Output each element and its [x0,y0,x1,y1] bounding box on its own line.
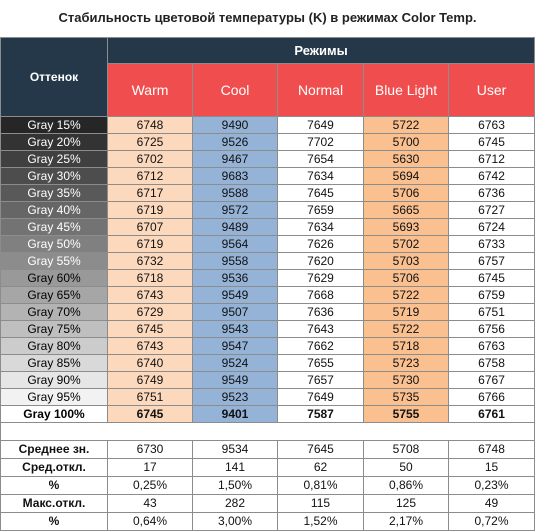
summary-cell-normal: 62 [278,459,364,477]
summary-row [1,459,535,477]
gray-level-label: Gray 75% [1,321,108,338]
table-row [1,168,535,185]
summary-cell-blue-light: 50 [364,459,449,477]
separator-body [1,423,535,441]
gray-level-label: Gray 35% [1,185,108,202]
value-cell-blue-light: 5706 [364,185,449,202]
value-cell-cool: 9549 [193,287,278,304]
value-cell-warm: 6748 [108,117,193,134]
summary-cell-user: 0,23% [449,477,535,495]
table-row [1,202,535,219]
summary-cell-cool: 3,00% [193,513,278,531]
value-cell-blue-light: 5694 [364,168,449,185]
value-cell-warm: 6751 [108,389,193,406]
value-cell-normal: 7626 [278,236,364,253]
value-cell-blue-light: 5702 [364,236,449,253]
table-row [1,372,535,389]
value-cell-user: 6751 [449,304,535,321]
value-cell-blue-light: 5722 [364,117,449,134]
value-cell-normal: 7657 [278,372,364,389]
summary-cell-normal: 1,52% [278,513,364,531]
gray-level-label: Gray 80% [1,338,108,355]
value-cell-warm: 6717 [108,185,193,202]
value-cell-blue-light: 5719 [364,304,449,321]
value-cell-user: 6745 [449,134,535,151]
value-cell-warm: 6732 [108,253,193,270]
value-cell-warm: 6719 [108,202,193,219]
value-cell-user: 6742 [449,168,535,185]
summary-cell-normal: 115 [278,495,364,513]
summary-cell-user: 49 [449,495,535,513]
value-cell-cool: 9467 [193,151,278,168]
value-cell-blue-light: 5693 [364,219,449,236]
table-row [1,304,535,321]
value-cell-user: 6766 [449,389,535,406]
summary-cell-warm: 43 [108,495,193,513]
summary-cell-cool: 1,50% [193,477,278,495]
summary-label: Макс.откл. [1,495,108,513]
table-row [1,338,535,355]
value-cell-normal: 7636 [278,304,364,321]
mode-header-warm: Warm [108,64,193,117]
mode-header-user: User [449,64,535,117]
value-cell-user: 6763 [449,117,535,134]
gray-level-label: Gray 45% [1,219,108,236]
gray-level-label: Gray 25% [1,151,108,168]
value-cell-normal: 7634 [278,168,364,185]
summary-body [1,441,535,531]
value-cell-cool: 9489 [193,219,278,236]
value-cell-warm: 6729 [108,304,193,321]
table-row [1,151,535,168]
value-cell-blue-light: 5735 [364,389,449,406]
value-cell-cool: 9558 [193,253,278,270]
gray-level-label: Gray 70% [1,304,108,321]
chart-title: Стабильность цветовой температуры (K) в режимах Color Temp. [58,10,477,25]
gray-level-label: Gray 30% [1,168,108,185]
value-cell-cool: 9547 [193,338,278,355]
value-cell-normal: 7620 [278,253,364,270]
summary-cell-blue-light: 5708 [364,441,449,459]
table-row [1,219,535,236]
value-cell-blue-light: 5722 [364,321,449,338]
value-cell-cool: 9524 [193,355,278,372]
summary-row [1,441,535,459]
value-cell-user: 6758 [449,355,535,372]
value-cell-blue-light: 5723 [364,355,449,372]
value-cell-normal: 7668 [278,287,364,304]
gray-level-label: Gray 100% [1,406,108,423]
value-cell-blue-light: 5703 [364,253,449,270]
value-cell-cool: 9507 [193,304,278,321]
mode-header-cool: Cool [193,64,278,117]
value-cell-normal: 7662 [278,338,364,355]
value-cell-cool: 9549 [193,372,278,389]
summary-cell-cool: 9534 [193,441,278,459]
value-cell-warm: 6718 [108,270,193,287]
value-cell-cool: 9536 [193,270,278,287]
summary-cell-warm: 0,25% [108,477,193,495]
table-row [1,406,535,423]
value-cell-warm: 6749 [108,372,193,389]
summary-cell-blue-light: 0,86% [364,477,449,495]
value-cell-blue-light: 5700 [364,134,449,151]
value-cell-normal: 7649 [278,389,364,406]
value-cell-cool: 9683 [193,168,278,185]
table-row [1,253,535,270]
value-cell-normal: 7634 [278,219,364,236]
gray-level-label: Gray 15% [1,117,108,134]
summary-label: Среднее зн. [1,441,108,459]
value-cell-user: 6759 [449,287,535,304]
gray-level-label: Gray 50% [1,236,108,253]
value-cell-warm: 6745 [108,406,193,423]
value-cell-user: 6757 [449,253,535,270]
value-cell-normal: 7654 [278,151,364,168]
gray-level-label: Gray 40% [1,202,108,219]
summary-cell-cool: 282 [193,495,278,513]
summary-label: % [1,513,108,531]
table-row [1,270,535,287]
value-cell-blue-light: 5755 [364,406,449,423]
gray-level-label: Gray 90% [1,372,108,389]
value-cell-cool: 9564 [193,236,278,253]
gray-level-label: Gray 55% [1,253,108,270]
table-row [1,321,535,338]
value-cell-warm: 6707 [108,219,193,236]
gray-level-label: Gray 65% [1,287,108,304]
summary-cell-user: 15 [449,459,535,477]
value-cell-blue-light: 5730 [364,372,449,389]
value-cell-user: 6761 [449,406,535,423]
value-cell-cool: 9572 [193,202,278,219]
value-cell-cool: 9526 [193,134,278,151]
color-temp-table [0,37,535,531]
value-cell-normal: 7702 [278,134,364,151]
value-cell-blue-light: 5665 [364,202,449,219]
table-row [1,287,535,304]
value-cell-warm: 6745 [108,321,193,338]
value-cell-user: 6736 [449,185,535,202]
value-cell-normal: 7659 [278,202,364,219]
value-cell-user: 6763 [449,338,535,355]
summary-cell-cool: 141 [193,459,278,477]
table-row [1,236,535,253]
summary-row [1,513,535,531]
shade-column-header: Оттенок [1,38,108,117]
summary-cell-normal: 7645 [278,441,364,459]
summary-cell-blue-light: 2,17% [364,513,449,531]
table-row [1,134,535,151]
summary-cell-user: 0,72% [449,513,535,531]
value-cell-user: 6712 [449,151,535,168]
value-cell-normal: 7643 [278,321,364,338]
separator-cell [1,423,535,441]
value-cell-user: 6756 [449,321,535,338]
gray-level-label: Gray 60% [1,270,108,287]
value-cell-warm: 6719 [108,236,193,253]
value-cell-normal: 7629 [278,270,364,287]
value-cell-blue-light: 5722 [364,287,449,304]
separator-row [1,423,535,441]
summary-label: Сред.откл. [1,459,108,477]
summary-cell-user: 6748 [449,441,535,459]
value-cell-warm: 6743 [108,287,193,304]
mode-header-normal: Normal [278,64,364,117]
value-cell-blue-light: 5718 [364,338,449,355]
value-cell-cool: 9490 [193,117,278,134]
modes-header: Режимы [108,38,535,64]
value-cell-warm: 6702 [108,151,193,168]
value-cell-user: 6745 [449,270,535,287]
value-cell-cool: 9588 [193,185,278,202]
summary-label: % [1,477,108,495]
summary-cell-warm: 17 [108,459,193,477]
value-cell-user: 6767 [449,372,535,389]
value-cell-user: 6727 [449,202,535,219]
value-cell-cool: 9401 [193,406,278,423]
value-cell-normal: 7645 [278,185,364,202]
value-cell-normal: 7587 [278,406,364,423]
value-cell-warm: 6725 [108,134,193,151]
header-row-top [1,38,535,64]
summary-cell-normal: 0,81% [278,477,364,495]
summary-row [1,495,535,513]
summary-cell-warm: 6730 [108,441,193,459]
value-cell-warm: 6740 [108,355,193,372]
data-body [1,117,535,423]
gray-level-label: Gray 20% [1,134,108,151]
mode-header-blue-light: Blue Light [364,64,449,117]
summary-cell-warm: 0,64% [108,513,193,531]
value-cell-blue-light: 5706 [364,270,449,287]
gray-level-label: Gray 85% [1,355,108,372]
table-row [1,185,535,202]
value-cell-cool: 9523 [193,389,278,406]
value-cell-warm: 6743 [108,338,193,355]
value-cell-user: 6733 [449,236,535,253]
value-cell-cool: 9543 [193,321,278,338]
value-cell-normal: 7649 [278,117,364,134]
value-cell-user: 6724 [449,219,535,236]
value-cell-normal: 7655 [278,355,364,372]
summary-cell-blue-light: 125 [364,495,449,513]
table-row [1,355,535,372]
value-cell-warm: 6712 [108,168,193,185]
summary-row [1,477,535,495]
gray-level-label: Gray 95% [1,389,108,406]
table-row [1,389,535,406]
value-cell-blue-light: 5630 [364,151,449,168]
table-row [1,117,535,134]
